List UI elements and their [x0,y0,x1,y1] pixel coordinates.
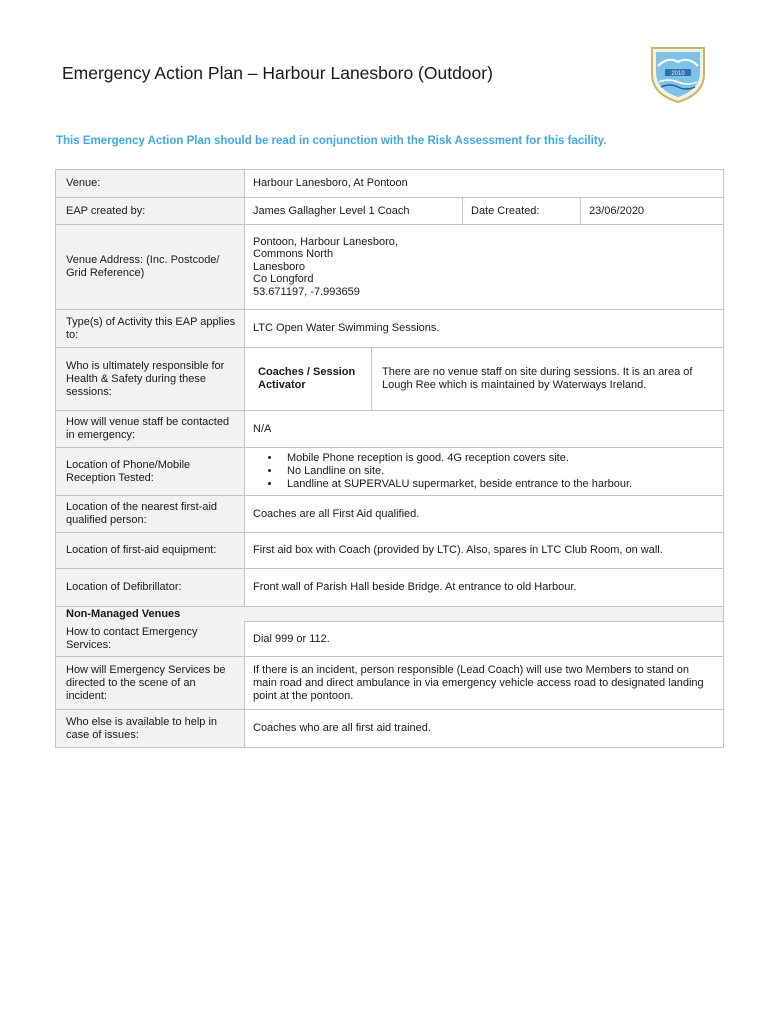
help-label: Who else is available to help in case of issues: [56,710,245,748]
address-line: Pontoon, Harbour Lanesboro, [253,235,398,248]
phone-list-item: • No Landline on site. [281,465,715,478]
phone-list-cell [245,448,724,496]
logo-text: 2010 [671,71,685,77]
responsible-role: Coaches / Session Activator [245,348,372,410]
directed-value: If there is an incident, person responsible (Lead Coach) will use two Members to stand on main road and direct ambulance in via emergency vehicle access road to designated landing point at the pontoon. [245,657,724,710]
defib-value: Front wall of Parish Hall beside Bridge. At entrance to old Harbour. [245,569,724,607]
venue-value: Harbour Lanesboro, At Pontoon [245,170,724,198]
first-aid-person-label: Location of the nearest first-aid qualified person: [56,496,245,533]
phone-list-item: • Landline at SUPERVALU supermarket, beside entrance to the harbour. [281,478,715,491]
activity-label: Type(s) of Activity this EAP applies to: [56,310,245,348]
first-aid-equipment-value: First aid box with Coach (provided by LTC). Also, spares in LTC Club Room, on wall. [245,533,724,569]
date-value: 23/06/2020 [581,198,724,225]
address-line: Co Longford [253,273,314,286]
row-created [56,198,724,225]
date-label: Date Created: [463,198,581,225]
row-address [56,225,724,310]
row-phone [56,448,724,496]
contact-staff-value: N/A [245,411,724,448]
created-label: EAP created by: [56,198,245,225]
directed-label: How will Emergency Services be directed to the scene of an incident: [56,657,245,710]
page-title: Emergency Action Plan – Harbour Lanesboro (Outdoor) [62,63,493,83]
phone-label: Location of Phone/Mobile Reception Tested: [56,448,245,496]
row-contact-staff [56,411,724,448]
first-aid-equipment-label: Location of first-aid equipment: [56,533,245,569]
row-directed [56,657,724,710]
row-first-aid-equipment [56,533,724,569]
row-responsible [56,348,724,411]
address-line: Commons North [253,248,334,261]
row-contact-emergency [56,622,724,657]
club-crest-logo [648,44,708,104]
address-line: 53.671197, -7.993659 [253,285,360,298]
created-value: James Gallagher Level 1 Coach [245,198,463,225]
responsible-value: There are no venue staff on site during sessions. It is an area of Lough Ree which is maintained by Waterways Ireland. [382,366,693,391]
venue-label: Venue: [56,170,245,198]
contact-staff-label: How will venue staff be contacted in emergency: [56,411,245,448]
contact-emergency-label: How to contact Emergency Services: [56,622,245,657]
help-value: Coaches who are all first aid trained. [245,710,724,748]
activity-value: LTC Open Water Swimming Sessions. [245,310,724,348]
responsible-label: Who is ultimately responsible for Health & Safety during these sessions: [56,348,245,411]
phone-list-item: • Mobile Phone reception is good. 4G reception covers site. [281,452,715,465]
row-defib [56,569,724,607]
row-activity [56,310,724,348]
non-managed-heading: Non-Managed Venues [56,607,724,622]
notice-text: This Emergency Action Plan should be read in conjunction with the Risk Assessment for this facility. [56,135,607,147]
first-aid-person-value: Coaches are all First Aid qualified. [245,496,724,533]
row-non-managed-heading [56,607,724,622]
address-line: Lanesboro [253,260,305,273]
address-label: Venue Address: (Inc. Postcode/ Grid Reference) [56,225,245,310]
contact-emergency-value: Dial 999 or 112. [245,622,724,657]
defib-label: Location of Defibrillator: [56,569,245,607]
address-value [245,225,724,310]
row-first-aid-person [56,496,724,533]
row-venue [56,170,724,198]
row-help [56,710,724,748]
eap-table [55,169,724,748]
phone-list [253,452,715,491]
